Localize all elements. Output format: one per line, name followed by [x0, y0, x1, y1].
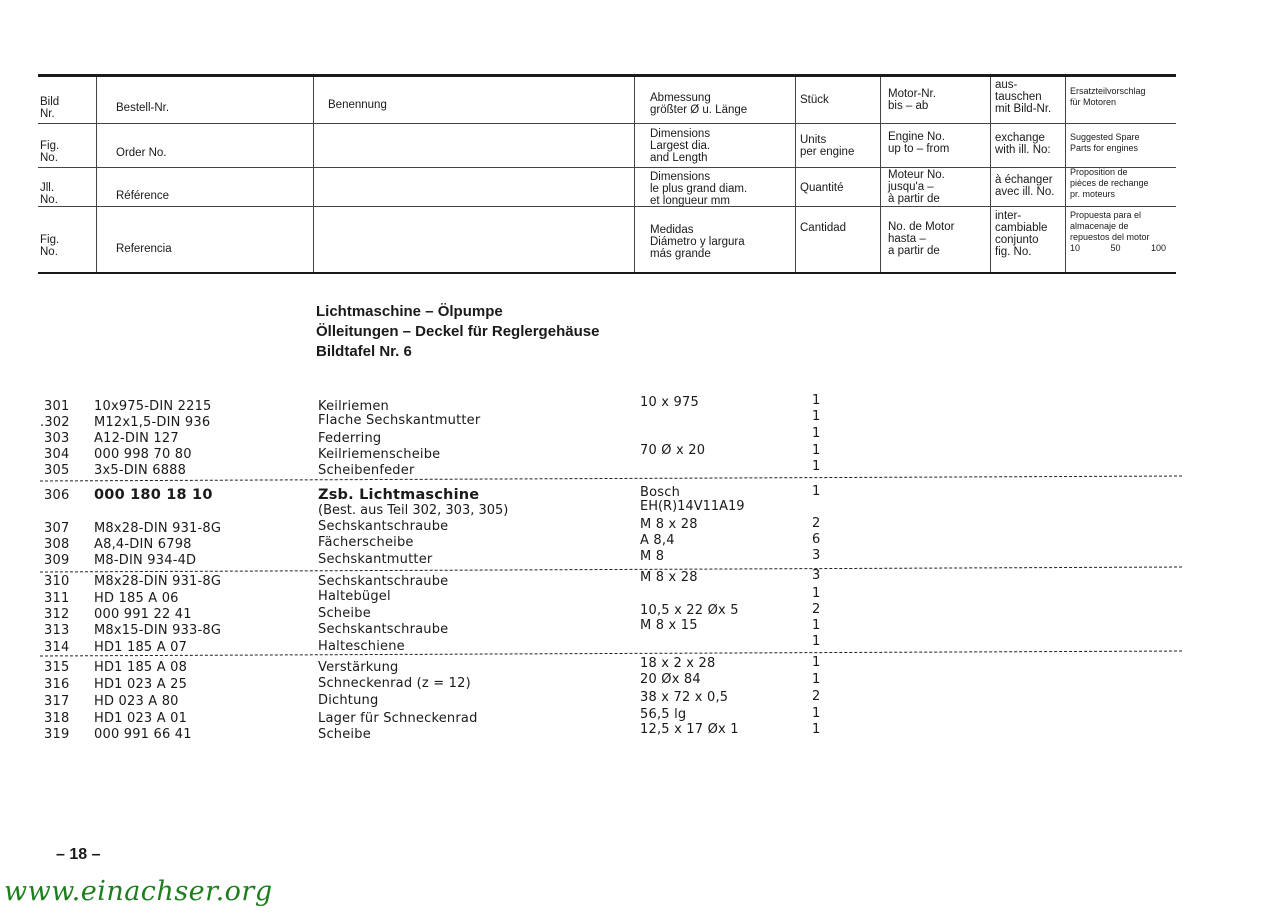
- part-number: 311: [44, 591, 70, 606]
- table-row: [0, 722, 1275, 743]
- order-number: 000 998 70 80: [94, 447, 192, 462]
- table-row: [0, 602, 1275, 623]
- table-row: [0, 586, 1275, 607]
- moteur-no-label: Moteur No. jusqu'a – à partir de: [888, 169, 945, 205]
- part-quantity: 1: [812, 586, 821, 601]
- order-number: M8x15-DIN 933-8G: [94, 623, 222, 638]
- column-divider: [634, 77, 635, 272]
- bestell-nr-label: Bestell-Nr.: [116, 102, 170, 114]
- part-dimensions: 38 x 72 x 0,5: [640, 690, 729, 705]
- part-dimensions: M 8 x 28: [640, 570, 698, 585]
- part-number: 306: [44, 488, 70, 503]
- a-echanger-label: à échanger avec ill. No.: [995, 174, 1055, 198]
- table-row: [0, 655, 1275, 676]
- part-number: 317: [44, 694, 70, 709]
- part-quantity: 6: [812, 532, 821, 547]
- part-number: 312: [44, 607, 70, 622]
- part-name: Flache Sechskantmutter: [318, 413, 481, 428]
- order-number: HD1 185 A 08: [94, 660, 188, 675]
- part-name: Dichtung: [318, 693, 379, 708]
- website-watermark[interactable]: www.einachser.org: [4, 876, 273, 907]
- part-quantity: 1: [812, 655, 821, 670]
- part-name: Halteschiene: [318, 639, 405, 654]
- dimensions-label: Dimensions Largest dia. and Length: [650, 128, 711, 164]
- exchange-label: exchange with ill. No:: [995, 132, 1051, 156]
- section-title-line-3: Bildtafel Nr. 6: [316, 343, 412, 360]
- part-dimensions: 18 x 2 x 28: [640, 656, 716, 671]
- spare-count-headers: 10 50 100: [1070, 243, 1166, 253]
- part-number: 301: [44, 399, 70, 414]
- austauschen-label: aus- tauschen mit Bild-Nr.: [995, 79, 1052, 115]
- part-dimensions: 10 x 975: [640, 395, 699, 410]
- dimensions-fr-label: Dimensions le plus grand diam. et longueur mm: [650, 171, 748, 207]
- part-number: 314: [44, 640, 70, 655]
- fig-no-es-label: Fig. No.: [40, 234, 60, 258]
- part-quantity: 1: [812, 618, 821, 633]
- order-number: A12-DIN 127: [94, 431, 179, 446]
- order-number: HD1 023 A 25: [94, 677, 188, 692]
- part-quantity: 1: [812, 722, 821, 737]
- part-number: 316: [44, 677, 70, 692]
- ill-no-label: Jll. No.: [40, 182, 58, 206]
- part-dimensions: 12,5 x 17 Øx 1: [640, 722, 739, 737]
- quantite-label: Quantité: [800, 182, 844, 194]
- generator-type-code: EH(R)14V11A19: [640, 499, 745, 514]
- table-row: [0, 393, 1275, 415]
- table-row: [0, 409, 1275, 431]
- intercambiable-label: inter- cambiable conjunto fig. No.: [995, 210, 1048, 258]
- part-name: Zsb. Lichtmaschine: [318, 487, 480, 503]
- part-name: Federring: [318, 431, 382, 446]
- table-row: [0, 689, 1275, 710]
- part-dimensions: M 8 x 15: [640, 618, 698, 633]
- part-dimensions: 20 Øx 84: [640, 672, 701, 687]
- group-divider: [40, 567, 1182, 573]
- order-number: HD 023 A 80: [94, 694, 179, 709]
- stueck-label: Stück: [800, 94, 829, 106]
- part-quantity: 2: [812, 602, 821, 617]
- part-name: Sechskantschraube: [318, 519, 449, 534]
- part-name: Keilriemen: [318, 399, 389, 414]
- order-number: HD1 023 A 01: [94, 711, 188, 726]
- column-divider: [880, 77, 881, 272]
- section-title: [316, 302, 599, 362]
- abmessung-label: Abmessung größter Ø u. Länge: [650, 92, 748, 116]
- part-number: 307: [44, 521, 70, 536]
- bild-nr-label: Bild Nr.: [40, 96, 60, 120]
- column-divider: [1065, 77, 1066, 272]
- order-number: M8x28-DIN 931-8G: [94, 521, 222, 536]
- fig-no-label: Fig. No.: [40, 140, 60, 164]
- suggested-spare-label: Suggested Spare Parts for engines: [1070, 132, 1140, 153]
- part-quantity: 2: [812, 689, 821, 704]
- part-number: 318: [44, 711, 70, 726]
- group-divider: [40, 476, 1182, 482]
- part-dimensions: 56,5 lg: [640, 707, 687, 722]
- part-quantity: 1: [812, 426, 821, 441]
- group-divider: [40, 651, 1182, 657]
- part-number: 310: [44, 574, 70, 589]
- part-quantity: 1: [812, 706, 821, 721]
- column-divider: [96, 77, 97, 272]
- part-name: Lager für Schneckenrad: [318, 711, 478, 726]
- part-number: 304: [44, 447, 70, 462]
- order-number: M8x28-DIN 931-8G: [94, 574, 222, 589]
- order-number: 000 180 18 10: [94, 487, 213, 503]
- part-quantity: 1: [812, 393, 821, 408]
- section-title-line-2: Ölleitungen – Deckel für Reglergehäuse: [316, 323, 600, 340]
- part-quantity: 1: [812, 634, 821, 649]
- table-row: [0, 443, 1275, 463]
- table-top-rule: [38, 74, 1176, 77]
- engine-no-label: Engine No. up to – from: [888, 131, 950, 155]
- assembly-note: (Best. aus Teil 302, 303, 305): [318, 503, 509, 518]
- header-row-divider: [38, 206, 1176, 207]
- motor-nr-label: Motor-Nr. bis – ab: [888, 88, 936, 112]
- part-number: 315: [44, 660, 70, 675]
- table-row: [0, 548, 1275, 569]
- part-quantity: 1: [812, 484, 821, 499]
- part-number: 309: [44, 553, 70, 568]
- part-number: 313: [44, 623, 70, 638]
- header-row-divider: [38, 123, 1176, 124]
- order-number: HD 185 A 06: [94, 591, 179, 606]
- part-dimensions: M 8 x 28: [640, 517, 698, 532]
- part-name: Haltebügel: [318, 589, 391, 604]
- part-quantity: 3: [812, 548, 821, 563]
- column-header-table: [38, 74, 1176, 274]
- table-row: [0, 426, 1275, 447]
- order-number: M12x1,5-DIN 936: [94, 415, 211, 430]
- part-name: Sechskantschraube: [318, 574, 449, 589]
- part-name: Scheibe: [318, 727, 371, 742]
- proposition-label: Proposition de pièces de rechange pr. moteurs: [1070, 167, 1149, 199]
- part-name: Keilriemenscheibe: [318, 447, 441, 462]
- part-dimensions: Bosch: [640, 485, 681, 500]
- part-number: .302: [40, 415, 70, 430]
- column-divider: [313, 77, 314, 272]
- section-title-line-1: Lichtmaschine – Ölpumpe: [316, 303, 503, 320]
- part-name: Sechskantmutter: [318, 552, 433, 567]
- part-name: Sechskantschraube: [318, 622, 449, 637]
- units-label: Units per engine: [800, 134, 855, 158]
- order-number: A8,4-DIN 6798: [94, 537, 192, 552]
- order-number: 000 991 66 41: [94, 727, 192, 742]
- table-bottom-rule: [38, 272, 1176, 274]
- table-row: [0, 568, 1275, 590]
- part-quantity: 1: [812, 443, 821, 458]
- part-name: Scheibe: [318, 606, 371, 621]
- part-dimensions: M 8: [640, 549, 665, 564]
- part-quantity: 1: [812, 409, 821, 424]
- order-number: HD1 185 A 07: [94, 640, 188, 655]
- part-quantity: 1: [812, 459, 821, 474]
- part-quantity: 2: [812, 516, 821, 531]
- table-row: [0, 618, 1275, 639]
- table-row: [0, 672, 1275, 693]
- cantidad-label: Cantidad: [800, 222, 847, 234]
- benennung-label: Benennung: [328, 99, 387, 111]
- referencia-label: Referencia: [116, 243, 172, 255]
- no-de-motor-label: No. de Motor hasta – a partir de: [888, 221, 955, 257]
- order-number: 10x975-DIN 2215: [94, 399, 212, 414]
- table-row: [0, 459, 1275, 479]
- medidas-label: Medidas Diámetro y largura más grande: [650, 224, 745, 260]
- part-name: Schneckenrad (z = 12): [318, 676, 471, 691]
- order-number: 3x5-DIN 6888: [94, 463, 187, 478]
- column-divider: [990, 77, 991, 272]
- part-name: Fächerscheibe: [318, 535, 414, 550]
- table-row: [0, 484, 1275, 504]
- order-no-label: Order No.: [116, 147, 167, 159]
- column-divider: [795, 77, 796, 272]
- part-number: 303: [44, 431, 70, 446]
- ersatzteilvorschlag-label: Ersatzteilvorschlag für Motoren: [1070, 86, 1146, 107]
- header-row-divider: [38, 167, 1176, 168]
- part-number: 305: [44, 463, 70, 478]
- page-number: – 18 –: [56, 846, 101, 863]
- part-dimensions: 70 Ø x 20: [640, 443, 706, 458]
- table-row: [0, 516, 1275, 537]
- part-name: Verstärkung: [318, 660, 399, 675]
- reference-label: Référence: [116, 190, 170, 202]
- part-quantity: 1: [812, 672, 821, 687]
- order-number: 000 991 22 41: [94, 607, 192, 622]
- table-row: [0, 706, 1275, 727]
- part-number: 319: [44, 727, 70, 742]
- propuesta-label: Propuesta para el almacenaje de repuestos del motor 10 50 100: [1070, 210, 1166, 253]
- order-number: M8-DIN 934-4D: [94, 553, 197, 568]
- table-row: [0, 532, 1275, 553]
- part-name: Scheibenfeder: [318, 463, 415, 478]
- part-dimensions: 10,5 x 22 Øx 5: [640, 603, 739, 618]
- part-number: 308: [44, 537, 70, 552]
- part-dimensions: A 8,4: [640, 533, 675, 548]
- part-quantity: 3: [812, 568, 821, 583]
- table-row: [0, 634, 1275, 656]
